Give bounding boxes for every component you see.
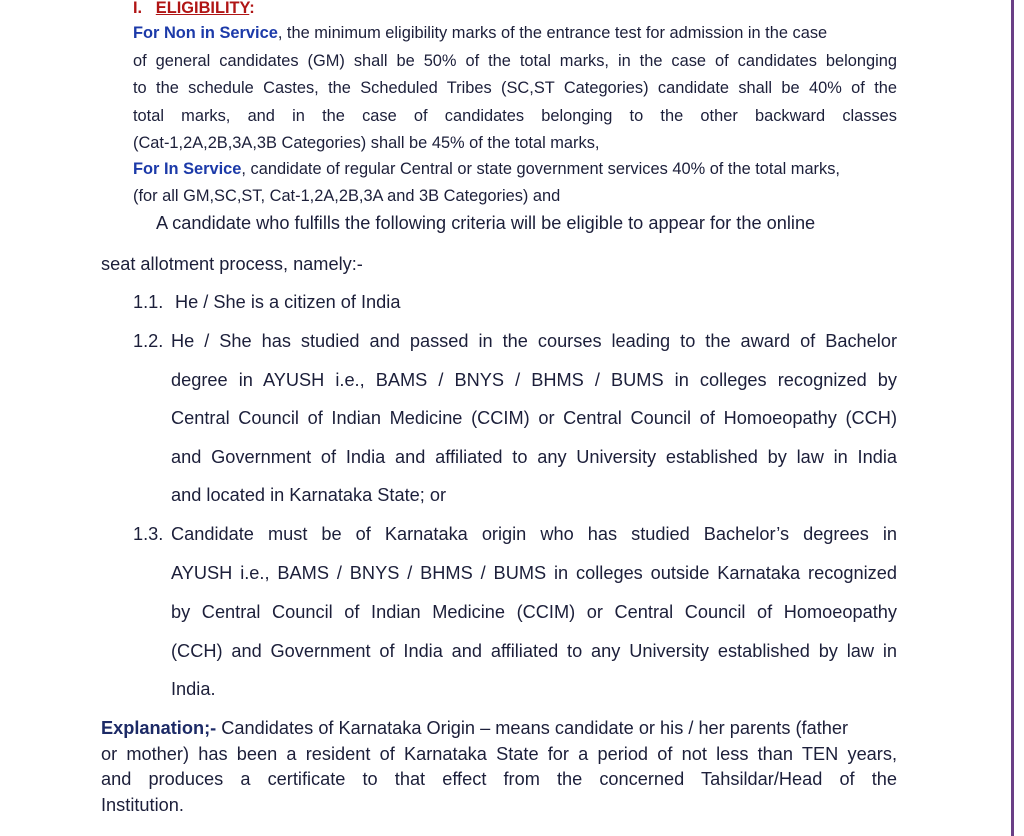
- heading-title: ELIGIBILITY: [155, 0, 250, 17]
- intro-line-0: A candidate who fulfills the following criteria will be eligible to appear for the online: [156, 213, 816, 233]
- criteria-3-line-3: (CCH) and Government of India and affiliated to any University established by law in: [171, 641, 897, 661]
- criteria-3-line-0: Candidate must be of Karnataka origin who has studied Bachelor’s degrees in: [171, 524, 897, 544]
- explanation-label: Explanation;-: [101, 718, 217, 738]
- para1-line-3: total marks, and in the case of candidates belonging to the other backward classes: [133, 107, 897, 125]
- page-border: [1011, 0, 1014, 836]
- criteria-3-line-1: AYUSH i.e., BAMS / BNYS / BHMS / BUMS in colleges outside Karnataka recognized: [171, 563, 897, 583]
- explanation-line-2: and produces a certificate to that effect from the concerned Tahsildar/Head of the: [101, 769, 897, 789]
- para1-line-4: (Cat-1,2A,2B,3A,3B Categories) shall be 45% of the total marks,: [133, 134, 600, 152]
- criteria-2-line-4: and located in Karnataka State; or: [171, 485, 447, 505]
- heading-colon: :: [249, 0, 255, 17]
- criteria-num-3: 1.3.: [133, 524, 164, 544]
- para2-line-0: [133, 159, 840, 179]
- para1-text: , the minimum eligibility marks of the entrance test for admission in the case: [277, 24, 828, 42]
- explanation-line-1: or mother) has been a resident of Karnataka State for a period of not less than TEN years,: [101, 744, 897, 764]
- criteria-2-line-1: degree in AYUSH i.e., BAMS / BNYS / BHMS / BUMS in colleges recognized by: [171, 370, 897, 390]
- criteria-2-line-3: and Government of India and affiliated to any University established by law in India: [171, 447, 897, 467]
- criteria-3-line-4: India.: [171, 679, 216, 699]
- intro-line-1: seat allotment process, namely:-: [101, 254, 363, 274]
- para1-line-0: [133, 23, 827, 43]
- explanation-line-3: Institution.: [101, 795, 184, 815]
- criteria-2-line-0: He / She has studied and passed in the courses leading to the award of Bachelor: [171, 331, 897, 351]
- criteria-2-line-2: Central Council of Indian Medicine (CCIM) or Central Council of Homoeopathy (CCH): [171, 408, 897, 428]
- explanation-line-0: [101, 717, 848, 739]
- para2-text: , candidate of regular Central or state government services 40% of the total marks,: [241, 160, 840, 178]
- para1-label: For Non in Service: [133, 24, 278, 42]
- para1-line-2: to the schedule Castes, the Scheduled Tribes (SC,ST Categories) candidate shall be 40% of the: [133, 79, 897, 97]
- criteria-num-1: 1.1.: [133, 292, 164, 312]
- criteria-3-line-2: by Central Council of Indian Medicine (CCIM) or Central Council of Homoeopathy: [171, 602, 897, 622]
- criteria-1-line-0: He / She is a citizen of India: [175, 292, 401, 312]
- explanation-text: Candidates of Karnataka Origin – means candidate or his / her parents (father: [216, 718, 849, 738]
- heading-number: I.: [133, 0, 143, 17]
- para1-line-1: of general candidates (GM) shall be 50% of the total marks, in the case of candidates belonging: [133, 52, 897, 70]
- para2-label: For In Service: [133, 160, 242, 178]
- para2-line-1: (for all GM,SC,ST, Cat-1,2A,2B,3A and 3B Categories) and: [133, 187, 561, 205]
- criteria-num-2: 1.2.: [133, 331, 164, 351]
- section-heading: [133, 0, 255, 18]
